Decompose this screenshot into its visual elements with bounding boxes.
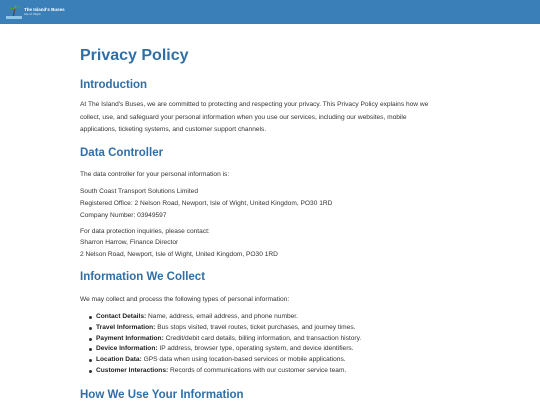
bullet-icon <box>89 338 92 341</box>
company-name: South Coast Transport Solutions Limited <box>80 188 199 195</box>
company-number: Company Number: 03949597 <box>80 212 167 219</box>
contact-intro: For data protection inquiries, please contact: <box>80 228 210 235</box>
information-collect-intro: We may collect and process the following types of personal information: <box>80 296 290 303</box>
page-title: Privacy Policy <box>80 47 189 64</box>
list-item: Payment Information: Credit/debit card details, billing information, and transaction history. <box>80 334 500 345</box>
list-item: Location Data: GPS data when using location-based services or mobile applications. <box>80 355 500 366</box>
information-collect-list <box>80 312 500 377</box>
list-item: Travel Information: Bus stops visited, travel routes, ticket purchases, and journey times. <box>80 323 500 334</box>
introduction-text: At The Island's Buses, we are committed to protecting and respecting your privacy. This Privacy Policy explains how we collect, use, and safeguard your personal information when you use our services, including our websites, mobile applications, ticketing systems, and customer support channels. <box>80 101 429 133</box>
contact-address: 2 Nelson Road, Newport, Isle of Wight, United Kingdom, PO30 1RD <box>80 251 278 258</box>
list-item: Device Information: IP address, browser type, operating system, and device identifiers. <box>80 344 500 355</box>
palm-tree-icon <box>6 5 22 19</box>
bullet-icon <box>89 370 92 373</box>
bullet-icon <box>89 348 92 351</box>
bullet-icon <box>89 327 92 330</box>
section-heading-introduction: Introduction <box>80 79 148 91</box>
logo-text <box>24 8 65 17</box>
bullet-icon <box>89 359 92 362</box>
logo-title: The Island's Buses <box>24 6 65 12</box>
list-item: Contact Details: Name, address, email address, and phone number. <box>80 312 500 323</box>
top-header-bar <box>0 0 540 24</box>
list-item: Customer Interactions: Records of communications with our customer service team. <box>80 366 500 377</box>
site-logo[interactable] <box>6 4 65 20</box>
logo-subtitle: Isle of Wight <box>24 12 41 17</box>
section-heading-data-controller: Data Controller <box>80 147 164 159</box>
bullet-icon <box>89 316 92 319</box>
contact-name: Sharron Harrow, Finance Director <box>80 239 179 246</box>
data-controller-intro: The data controller for your personal information is: <box>80 171 230 178</box>
section-heading-information-we-collect: Information We Collect <box>80 271 206 283</box>
registered-office: Registered Office: 2 Nelson Road, Newport, Isle of Wight, United Kingdom, PO30 1RD <box>80 200 333 207</box>
section-heading-how-we-use: How We Use Your Information <box>80 389 244 401</box>
